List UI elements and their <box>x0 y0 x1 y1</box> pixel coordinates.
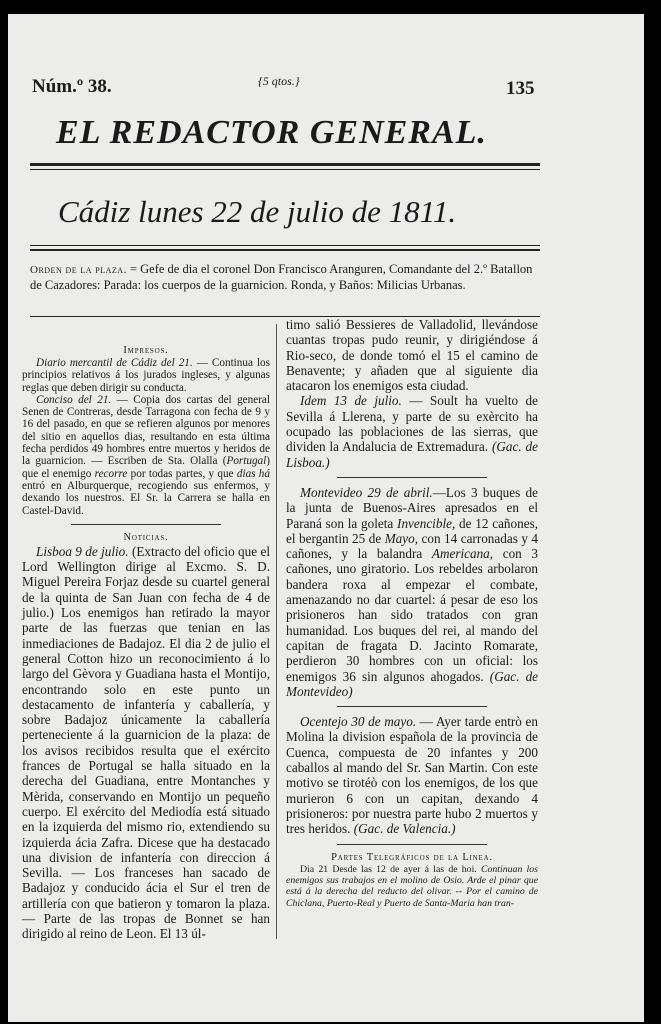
impresos-heading: Impresos. <box>123 345 169 356</box>
noticias-ocentejo: Ocentejo 30 de mayo. — Ayer tarde entrò en Molina la division española de la provincia de Cuenca, compuesta de 20 infantes y 200 caballos al mando del Sr. San Martin. Con este motivo se tirotéò con los enemigos, de los que murieron 6 con un capitan, dexando 4 prisioneros: por nuestra parte hubo 2 muertos y tres heridos. (Gac. de Valencia.) <box>286 714 538 837</box>
left-column <box>22 345 270 942</box>
dateline-rule-thin <box>30 245 540 246</box>
orden-de-la-plaza <box>30 262 538 293</box>
separator-rule <box>337 844 487 845</box>
page-number: 135 <box>506 78 535 99</box>
noticias-idem: Idem 13 de julio. — Soult ha vuelto de Sevilla á Llerena, y parte de su exèrcito ha ocupado las poblaciones de las sierras, que dividen la Andalucia de Extremadura. (Gac. de Lisboa.) <box>286 393 539 470</box>
separator-rule <box>337 706 487 707</box>
partes-heading: Partes Telegráficos de la Linea. <box>331 851 493 863</box>
separator-rule <box>71 524 221 525</box>
noticias-continuation: timo salió Bessieres de Valladolid, llevándose cuantas tropas pudo reunir, y dirigiéndose á Rio-seco, de donde tomó el 15 el camino de Benavente; y añaden que al siguiente dia atacaron los enemigos esta ciudad. <box>286 317 538 394</box>
impresos-conciso: Conciso del 21. — Copia dos cartas del general Senen de Contreras, desde Tarragona con fecha de 9 y 16 del pasado, en que se refieren algunos por menores del sitio en aquellos dias, resultando en esta última fecha perdidos 49 hombres entre muertos y heridos de la guarnicion. — Escriben de Sta. Olalla (Portugal) que el enemigo recorre por todas partes, y que dias há entró en Alburquerque, recogiendo sus enfermos, y dexando los nuestros. El Sr. la Carrera se halla en Castel-David. <box>22 393 271 517</box>
impresos-diario: Diario mercantil de Cádiz del 21. — Continua los principios relativos á los jurados ingleses, y algunas reglas que deben dirigir su conducta. <box>22 357 271 394</box>
masthead-title: EL REDACTOR GENERAL. <box>56 114 487 151</box>
noticias-lisboa: Lisboa 9 de julio. (Extracto del oficio que el Lord Wellington dirige al Excmo. S. D. Miguel Pereira Forjaz desde su cuartel general de la quinta de San Juan con fecha de 4 de julio.) Los enemigos han retirado la mayor parte de las fuerzas que tenian en las inmediaciones de Badajoz. El dia 2 de julio el general Cotton hizo un reconocimiento á lo largo del Gèvora y Guadiana hasta el Montijo, encontrando solo en este punto un destacamento de infantería y caballería, y sobre Badajoz únicamente la caballería perteneciente á la guarnicion de la plaza: de los avisos recibidos resulta que el exército frances de Portugal se halla situado en la derecha del Guadiana, entre Montanches y Mèrida, conservando en Montijo un pequeño cuerpo. El exército del Mediodía está situado en la izquierda del mismo rio, extendiendo su izquierda ácia Zafra. Dicese que ha destacado una division de infantería con direccion á Sevilla. — Los franceses han sacado de Badajoz y conducido ácia el Sur el tren de artillería con que batieron y tomaron la plaza. — Parte de las tropas de Bonnet se han dirigido al reino de Leon. El 13 úl- <box>22 543 270 942</box>
separator-rule <box>337 477 487 478</box>
orden-label: Orden de la plaza. <box>30 264 127 276</box>
masthead-rule-thin <box>30 169 540 170</box>
issue-price: {5 qtos.} <box>258 74 300 88</box>
dateline-rule-thick <box>30 249 540 251</box>
noticias-heading: Noticias. <box>123 531 169 543</box>
noticias-montevideo: Montevideo 29 de abril.—Los 3 buques de la junta de Buenos-Aires apresados en el Paraná son la goleta Invencible, de 12 cañones, el bergantin 25 de Mayo, con 14 carronadas y 4 cañones, y la balandra Americana, con 3 cañones, uno giratorio. Los rebeldes arbolaron bandera roxa al empezar el combate, amenazando no dar cuartel: á pesar de eso los prisioneros han sido tratados con gran humanidad. Los buques del rei, al mando del capitan de fragata D. Jacinto Romarate, perdieron 30 hombres con un oficial: los enemigos 36 sin algunos ahogados. (Gac. de Montevideo) <box>286 484 539 699</box>
issue-number: Núm.º 38. <box>32 76 112 97</box>
masthead-rule-thick <box>30 163 540 166</box>
right-column <box>286 317 538 909</box>
partes-text: Dia 21 Desde las 12 de ayer á las de hoi. Continuan los enemigos sus trabajos en el molino de Osio. Arde el pinar que está á la derecha del reducto del olivar. -- Por el camino de Chiclana, Puerto-Real y Puerto de Santa-Maria han tran- <box>286 863 538 909</box>
dateline: Cádiz lunes 22 de julio de 1811. <box>58 194 457 229</box>
orden-text: = Gefe de dia el coronel Don Francisco Aranguren, Comandante del 2.º Batallon de Cazadores: Parada: los cuerpos de la guarnicion. Ronda, y Baños: Milicias Urbanas. <box>30 262 533 292</box>
column-divider <box>276 324 277 939</box>
newspaper-page <box>8 14 644 1022</box>
